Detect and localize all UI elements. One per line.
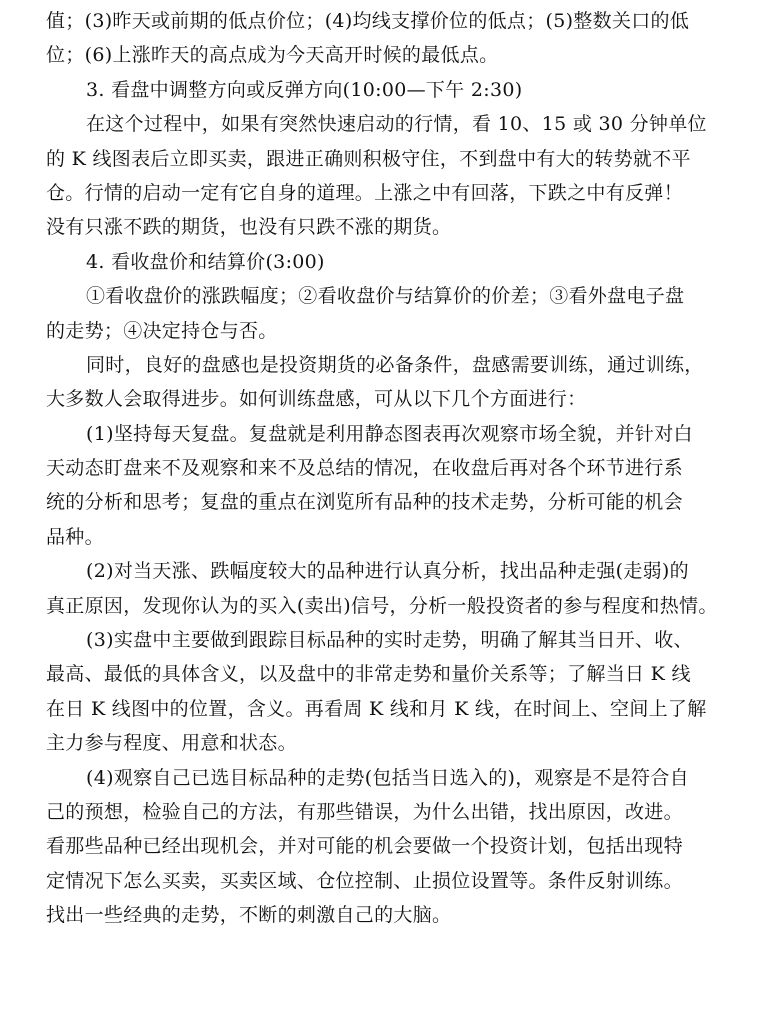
- text-line: 最高、最低的具体含义，以及盘中的非常走势和量价关系等；了解当日 K 线: [46, 663, 691, 686]
- body-text: [46, 4, 746, 933]
- text-line: 值；(3)昨天或前期的低点价位；(4)均线支撑价位的低点；(5)整数关口的低: [46, 10, 690, 32]
- text-line: 的 K 线图表后立即买卖，跟进正确则积极守住，不到盘中有大的转势就不平: [46, 147, 691, 170]
- text-line: 在这个过程中，如果有突然快速启动的行情，看 10、15 或 30 分钟单位: [86, 113, 707, 136]
- text-line: 真正原因，发现你认为的买入(卖出)信号，分析一般投资者的参与程度和热情。: [46, 594, 718, 617]
- text-line: 定情况下怎么买卖，买卖区域、仓位控制、止损位设置等。条件反射训练。: [46, 869, 683, 892]
- text-line: (2)对当天涨、跌幅度较大的品种进行认真分析，找出品种走强(走弱)的: [86, 560, 689, 583]
- text-line: 的走势；④决定持仓与否。: [46, 319, 278, 342]
- text-line: 天动态盯盘来不及观察和来不及总结的情况，在收盘后再对各个环节进行系: [46, 457, 683, 480]
- text-line: 3. 看盘中调整方向或反弹方向(10:00—下午 2:30): [86, 78, 523, 101]
- text-line: (1)坚持每天复盘。复盘就是利用静态图表再次观察市场全貌，并针对白: [86, 422, 693, 445]
- text-line: 没有只涨不跌的期货，也没有只跌不涨的期货。: [46, 216, 452, 239]
- text-line: (4)观察自己已选目标品种的走势(包括当日选入的)，观察是不是符合自: [86, 766, 689, 789]
- text-line: 大多数人会取得进步。如何训练盘感，可从以下几个方面进行：: [46, 388, 587, 411]
- text-line: 品种。: [46, 525, 104, 548]
- text-line: 同时，良好的盘感也是投资期货的必备条件，盘感需要训练，通过训练，: [86, 353, 704, 376]
- text-line: 看那些品种已经出现机会，并对可能的机会要做一个投资计划，包括出现特: [46, 835, 683, 858]
- text-line: 主力参与程度、用意和状态。: [46, 732, 297, 755]
- text-line: 找出一些经典的走势，不断的刺激自己的大脑。: [46, 904, 452, 927]
- text-line: 统的分析和思考；复盘的重点在浏览所有品种的技术走势，分析可能的机会: [46, 491, 683, 514]
- text-line: 在日 K 线图中的位置，含义。再看周 K 线和月 K 线，在时间上、空间上了解: [46, 697, 707, 720]
- text-line: 仓。行情的启动一定有它自身的道理。上涨之中有回落，下跌之中有反弹！: [46, 181, 683, 204]
- text-line: 己的预想，检验自己的方法，有那些错误，为什么出错，找出原因，改进。: [46, 800, 683, 823]
- text-line: 位；(6)上涨昨天的高点成为今天高开时候的最低点。: [46, 44, 499, 67]
- text-line: ①看收盘价的涨跌幅度；②看收盘价与结算价的价差；③看外盘电子盘: [86, 285, 685, 308]
- text-line: 4. 看收盘价和结算价(3:00): [86, 250, 325, 273]
- text-line: (3)实盘中主要做到跟踪目标品种的实时走势，明确了解其当日开、收、: [86, 629, 693, 652]
